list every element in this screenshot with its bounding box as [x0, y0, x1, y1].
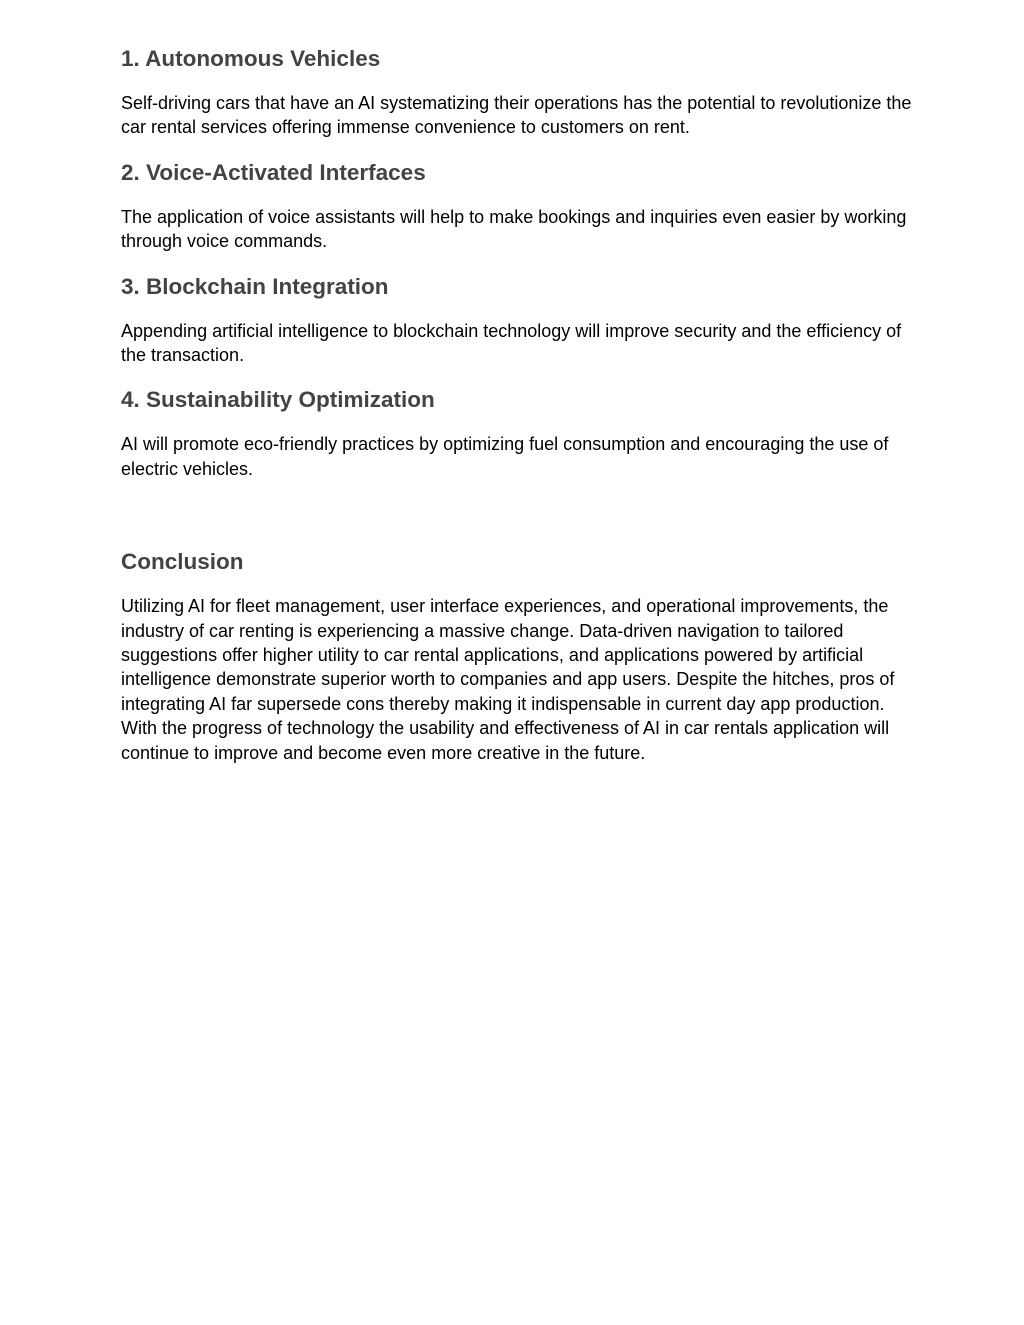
document-page: [121, 44, 921, 765]
section-voice-activated-interfaces: [121, 158, 921, 254]
section-paragraph: The application of voice assistants will help to make bookings and inquiries even easier by working through voice commands.: [121, 206, 907, 252]
section-paragraph: Appending artificial intelligence to blockchain technology will improve security and the efficiency of the transaction.: [121, 320, 902, 366]
section-sustainability-optimization: [121, 385, 921, 481]
conclusion-paragraph: Utilizing AI for fleet management, user interface experiences, and operational improvements, the industry of car renting is experiencing a massive change. Data-driven navigation to tailored suggestions offer higher utility to car rental applications, and applications powered by artificial intelligence demonstrate superior worth to companies and app users. Despite the hitches, pros of integrating AI far supersede cons thereby making it indispensable in current day app production. With the progress of technology the usability and effectiveness of AI in car rentals application will continue to improve and become even more creative in the future.: [121, 596, 895, 763]
section-blockchain-integration: [121, 272, 921, 368]
section-heading: 1. Autonomous Vehicles: [121, 46, 381, 71]
section-heading: 2. Voice-Activated Interfaces: [121, 159, 426, 185]
section-heading: 4. Sustainability Optimization: [121, 387, 435, 413]
section-autonomous-vehicles: [121, 44, 921, 140]
section-heading: 3. Blockchain Integration: [121, 273, 389, 299]
section-conclusion: [121, 547, 921, 765]
section-paragraph: Self-driving cars that have an AI systematizing their operations has the potential to revolutionize the car rental services offering immense convenience to customers on rent.: [121, 93, 912, 138]
section-paragraph: AI will promote eco-friendly practices by optimizing fuel consumption and encouraging the use of electric vehicles.: [121, 434, 889, 479]
conclusion-heading: Conclusion: [121, 549, 244, 575]
